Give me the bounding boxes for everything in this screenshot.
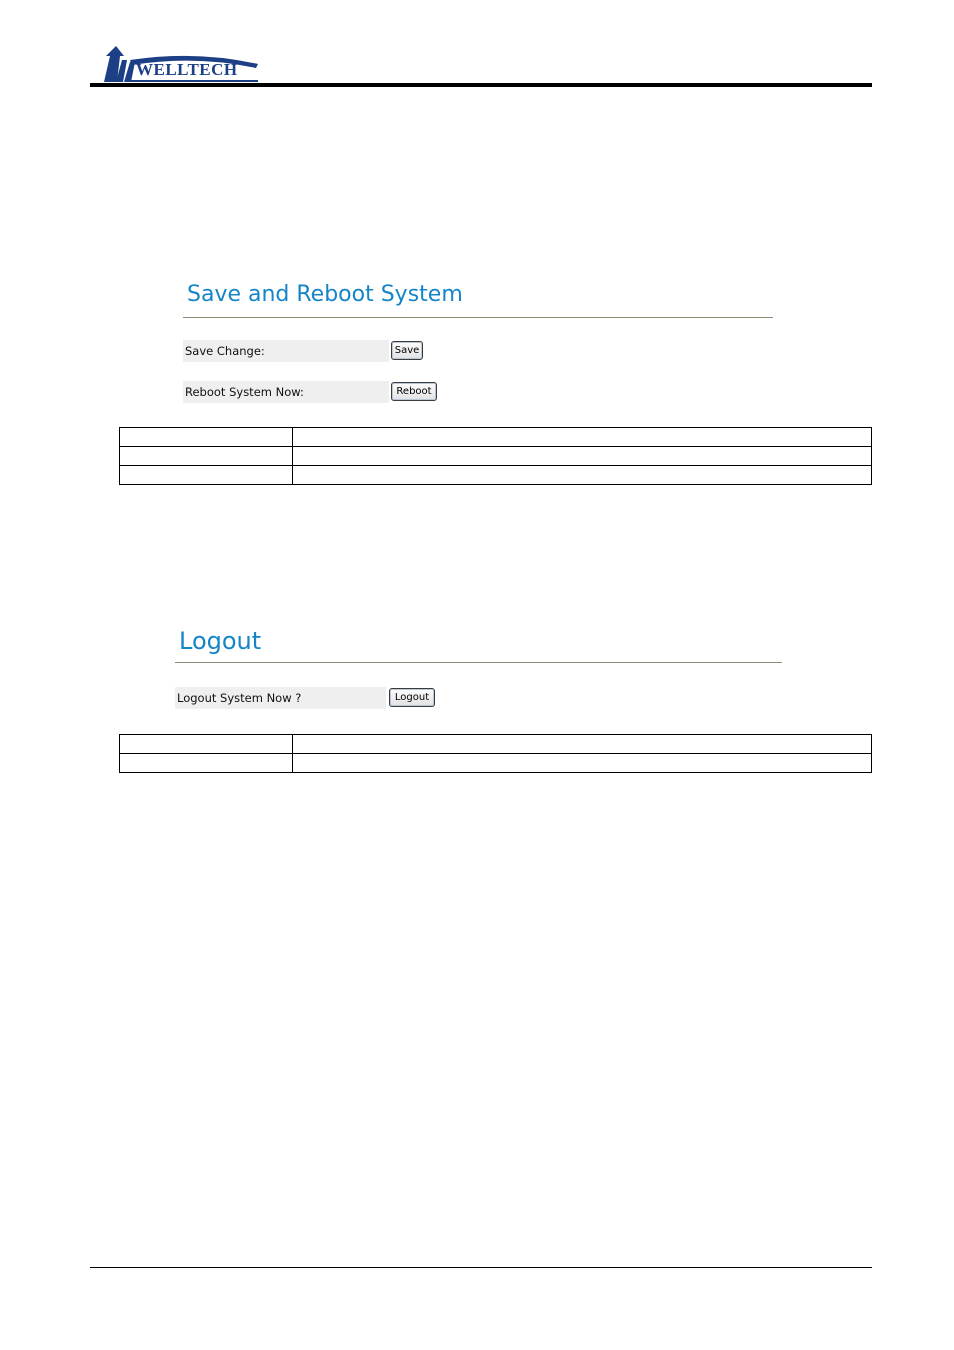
table-row <box>120 735 872 754</box>
save-reboot-title-rule <box>183 317 773 318</box>
table-cell <box>293 428 872 447</box>
logout-title-rule <box>175 662 782 663</box>
save-reboot-table <box>119 427 872 485</box>
table-row <box>120 428 872 447</box>
save-reboot-title: Save and Reboot System <box>187 282 463 307</box>
table-row <box>120 754 872 773</box>
reboot-system-label: Reboot System Now: <box>183 381 389 403</box>
logout-title: Logout <box>179 627 262 655</box>
table-cell <box>120 447 293 466</box>
logo-text: WELLTECH <box>136 60 238 79</box>
table-cell <box>120 466 293 485</box>
save-change-label: Save Change: <box>183 340 389 362</box>
header-rule <box>90 83 872 87</box>
save-button[interactable]: Save <box>391 341 423 360</box>
logout-system-label: Logout System Now ? <box>175 687 386 709</box>
table-row <box>120 466 872 485</box>
table-row <box>120 447 872 466</box>
table-cell <box>120 428 293 447</box>
table-cell <box>293 735 872 754</box>
reboot-button[interactable]: Reboot <box>391 382 437 401</box>
table-cell <box>120 754 293 773</box>
table-cell <box>293 447 872 466</box>
arrow-w-icon <box>104 46 135 82</box>
footer-rule <box>90 1267 872 1268</box>
table-cell <box>120 735 293 754</box>
logout-button[interactable]: Logout <box>389 688 435 707</box>
table-cell <box>293 466 872 485</box>
table-cell <box>293 754 872 773</box>
logout-table <box>119 734 872 773</box>
